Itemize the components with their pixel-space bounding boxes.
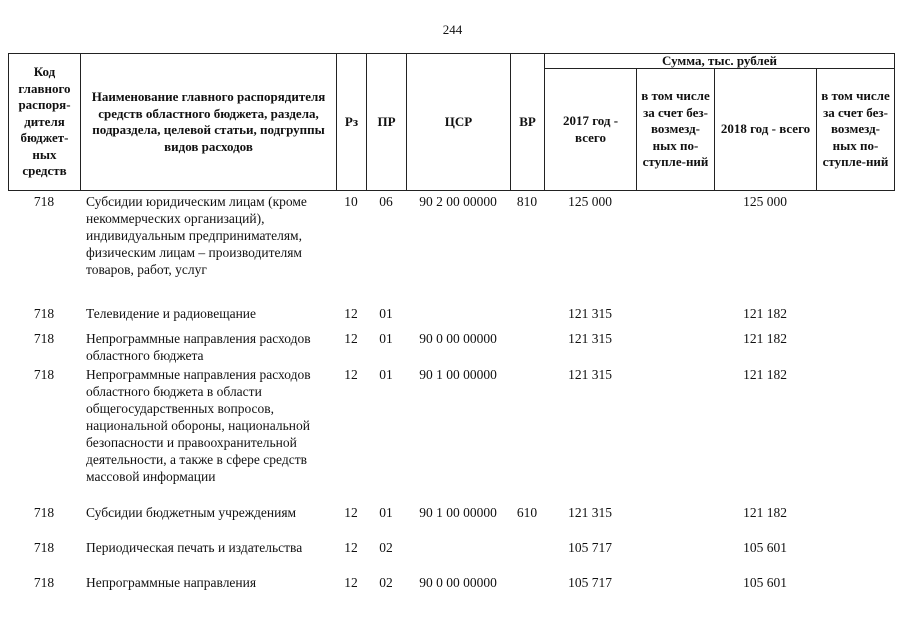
- row-code: 718: [33, 367, 55, 382]
- row-2018-grants: [816, 305, 894, 330]
- row-vr: 610: [516, 505, 538, 520]
- row-name: Непрограммные направления расходов областного бюджета: [86, 331, 311, 363]
- row-2017-total: 105 717: [568, 575, 612, 590]
- header-rz: Рз: [337, 54, 367, 191]
- header-2017-total: 2017 год - всего: [545, 69, 637, 191]
- row-rz: 12: [344, 331, 358, 346]
- row-pr: 06: [379, 194, 393, 209]
- row-2018-total: 121 182: [743, 505, 787, 520]
- row-2017-total: 121 315: [568, 505, 612, 520]
- row-2018-grants: [816, 539, 894, 574]
- row-vr: 810: [516, 194, 538, 209]
- row-code: 718: [33, 575, 55, 590]
- row-csr: 90 0 00 00000: [419, 575, 497, 590]
- row-csr: 90 0 00 00000: [419, 331, 497, 346]
- row-csr: [406, 305, 510, 330]
- row-2017-grants: [636, 504, 714, 539]
- table-header: [8, 53, 895, 191]
- row-2018-total: 105 601: [743, 540, 787, 555]
- row-2017-total: 121 315: [568, 331, 612, 346]
- header-sum-title: Сумма, тыс. рублей: [545, 54, 895, 69]
- row-csr: 90 1 00 00000: [419, 367, 497, 382]
- row-rz: 12: [344, 367, 358, 382]
- row-name: Субсидии юридическим лицам (кроме некоммерческих организаций), индивидуальным предпринимателям, физическим лицам – производителям товаров, работ, услуг: [86, 194, 307, 277]
- row-vr: [510, 305, 544, 330]
- table-row: [8, 539, 894, 574]
- row-rz: 10: [344, 194, 358, 209]
- table-row: [8, 366, 894, 504]
- header-2017-grants: в том числе за счет без-возмезд-ных по-ступле-ний: [637, 69, 715, 191]
- table-row: [8, 193, 894, 305]
- row-code: 718: [33, 540, 55, 555]
- header-name: Наименование главного распорядителя средств областного бюджета, раздела, подраздела, целевой статьи, подгруппы видов расходов: [81, 54, 337, 191]
- row-2018-grants: [816, 504, 894, 539]
- row-2018-total: 105 601: [743, 575, 787, 590]
- row-2017-total: 105 717: [568, 540, 612, 555]
- row-vr: [510, 366, 544, 504]
- header-vr: ВР: [511, 54, 545, 191]
- row-pr: 01: [379, 505, 393, 520]
- table-body: [8, 193, 894, 594]
- row-vr: [510, 539, 544, 574]
- row-name: Периодическая печать и издательства: [86, 540, 303, 555]
- row-pr: 01: [379, 331, 393, 346]
- row-name: Непрограммные направления: [86, 575, 257, 590]
- row-2018-total: 121 182: [743, 367, 787, 382]
- row-code: 718: [33, 306, 55, 321]
- row-2018-grants: [816, 193, 894, 305]
- row-2017-grants: [636, 366, 714, 504]
- row-pr: 01: [379, 367, 393, 382]
- row-csr: 90 2 00 00000: [419, 194, 497, 209]
- header-2018-total: 2018 год - всего: [715, 69, 817, 191]
- row-csr: 90 1 00 00000: [419, 505, 497, 520]
- row-rz: 12: [344, 540, 358, 555]
- row-vr: [510, 330, 544, 366]
- row-code: 718: [33, 194, 55, 209]
- row-code: 718: [33, 331, 55, 346]
- row-name: Телевидение и радиовещание: [86, 306, 257, 321]
- header-pr: ПР: [367, 54, 407, 191]
- row-code: 718: [33, 505, 55, 520]
- row-2018-grants: [816, 366, 894, 504]
- row-2018-grants: [816, 574, 894, 594]
- table-row: [8, 574, 894, 594]
- page-number: 244: [442, 22, 463, 37]
- table-row: [8, 305, 894, 330]
- row-2017-total: 121 315: [568, 306, 612, 321]
- row-2018-total: 121 182: [743, 331, 787, 346]
- row-2017-total: 125 000: [568, 194, 612, 209]
- row-2017-grants: [636, 330, 714, 366]
- row-2018-total: 125 000: [743, 194, 787, 209]
- row-pr: 01: [379, 306, 393, 321]
- row-csr: [406, 539, 510, 574]
- row-name: Непрограммные направления расходов областного бюджета в области общегосударственных вопросов, национальной обороны, национальной безопасности и правоохранительной деятельности, а также в сфере средств массовой информации: [86, 367, 311, 484]
- header-2018-grants: в том числе за счет без-возмезд-ных по-ступле-ний: [817, 69, 895, 191]
- row-pr: 02: [379, 575, 393, 590]
- row-vr: [510, 574, 544, 594]
- row-2018-grants: [816, 330, 894, 366]
- row-rz: 12: [344, 306, 358, 321]
- row-2017-grants: [636, 193, 714, 305]
- row-2017-grants: [636, 574, 714, 594]
- header-code: Код главного распоря-дителя бюджет-ных средств: [9, 54, 81, 191]
- table-row: [8, 504, 894, 539]
- row-rz: 12: [344, 575, 358, 590]
- row-pr: 02: [379, 540, 393, 555]
- header-csr: ЦСР: [407, 54, 511, 191]
- row-2017-total: 121 315: [568, 367, 612, 382]
- row-2017-grants: [636, 305, 714, 330]
- row-2017-grants: [636, 539, 714, 574]
- row-name: Субсидии бюджетным учреждениям: [86, 505, 297, 520]
- row-2018-total: 121 182: [743, 306, 787, 321]
- table-row: [8, 330, 894, 366]
- row-rz: 12: [344, 505, 358, 520]
